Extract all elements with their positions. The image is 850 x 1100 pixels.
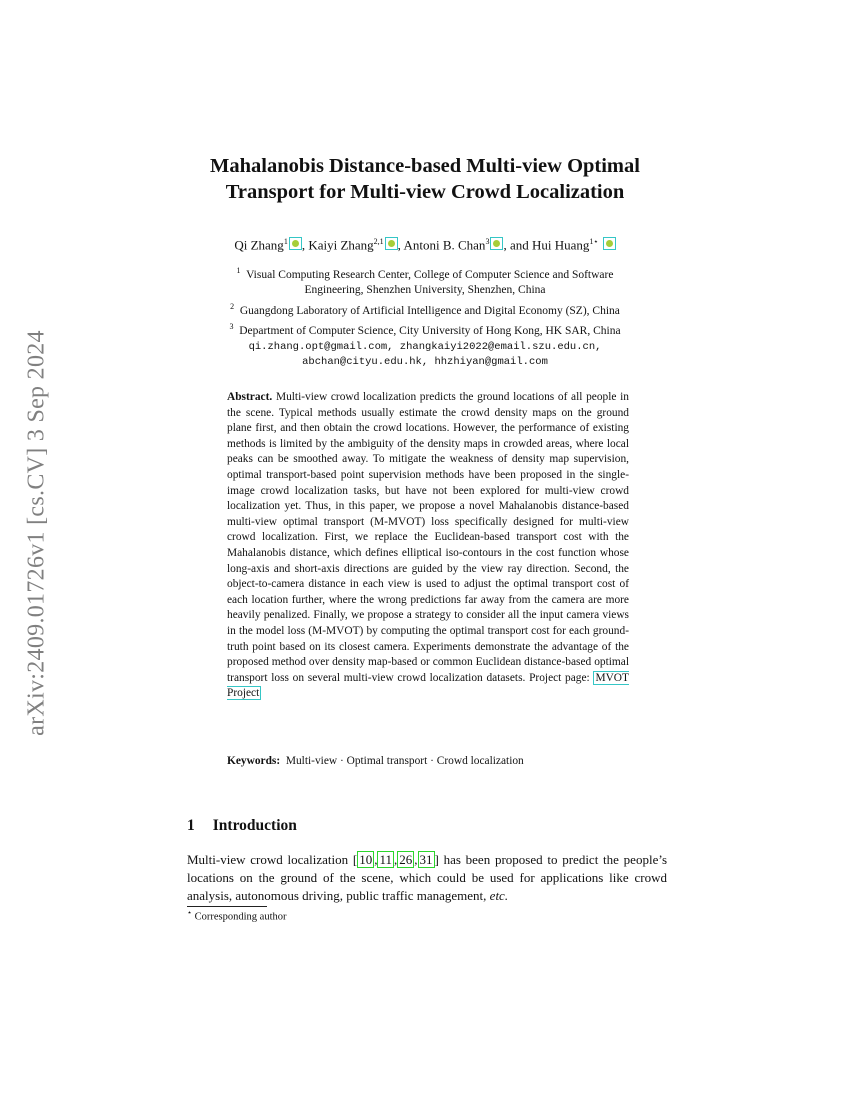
affiliation-text: Guangdong Laboratory of Artificial Intelligence and Digital Economy (SZ), China	[239, 304, 620, 317]
section-title: Introduction	[212, 817, 297, 834]
affiliation-text: Engineering, Shenzhen University, Shenzhen, China	[304, 284, 546, 297]
keywords-label: Keywords:	[227, 755, 281, 767]
keywords	[227, 754, 629, 770]
orcid-icon[interactable]	[603, 237, 616, 250]
orcid-icon[interactable]	[289, 237, 302, 250]
affiliation-sup: 2	[230, 302, 235, 312]
title-line-2: Transport for Multi-view Crowd Localization	[225, 181, 625, 203]
affiliations	[180, 263, 670, 371]
intro-text: Multi-view crowd localization	[187, 852, 353, 867]
abstract-label: Abstract.	[227, 391, 273, 403]
email-line: qi.zhang.opt@gmail.com, zhangkaiyi2022@email.szu.edu.cn,	[248, 340, 602, 353]
citation-link[interactable]: 31	[419, 852, 433, 867]
abstract-text: Multi-view crowd localization predicts the ground locations of all people in the scene. Typical methods usually estimate the crowd density maps on the ground plane first, and then obtain the crowd locations. However, the performance of existing methods is limited by the ambiguity of the density maps in crowded areas, where local peaks can be smoothed away. To mitigate the weakness of density map supervision, optimal transport-based point supervision methods have been proposed in the single-image crowd localization tasks, but have not been explored for multi-view crowd localization yet. Thus, in this paper, we propose a novel Mahalanobis distance-based multi-view optimal transport (M-MVOT) loss specifically designed for multi-view crowd localization. First, we replace the Euclidean-based transport cost with the Mahalanobis distance, which defines elliptical iso-contours in the cost function whose long-axis and short-axis directions are guided by the view ray direction. Second, the object-to-camera distance in each view is used to adjust the optimal transport cost of each location further, where the wrong predictions far away from the camera are more heavily penalized. Finally, we propose a strategy to consider all the input camera views in the model loss (M-MVOT) by computing the optimal transport cost for each ground-truth point based on its closest camera. Experiments demonstrate the advantage of the proposed method over density map-based or common Euclidean distance-based optimal transport loss on several multi-view crowd localization datasets. Project page:	[227, 391, 629, 684]
author-name: Kaiyi Zhang	[308, 237, 374, 253]
citation-link[interactable]: 26	[399, 852, 413, 867]
affiliation-sup: 1	[236, 266, 241, 275]
arxiv-stamp-text: arXiv:2409.01726v1 [cs.CV] 3 Sep 2024	[23, 330, 50, 736]
citation-link[interactable]: 10	[359, 852, 373, 867]
affiliation-text: Visual Computing Research Center, College of Computer Science and Software	[246, 268, 614, 281]
keywords-text: Multi-view · Optimal transport · Crowd localization	[285, 755, 524, 767]
footnote-mark: ⋆	[187, 908, 193, 917]
author-name: Qi Zhang	[234, 237, 284, 253]
author-list: Qi Zhang$^1$ , Kaiyi Zhang$^{2,1}$ , Antoni B. Chan$^3$ , and Hui Huang$^{1⋆}$	[150, 233, 700, 254]
citation-link[interactable]: 11	[379, 852, 392, 867]
affiliation-line	[180, 319, 670, 339]
affiliation-line	[180, 299, 670, 319]
section-heading	[187, 817, 297, 835]
affiliation-text: Department of Computer Science, City University of Hong Kong, HK SAR, China	[239, 325, 621, 338]
orcid-icon[interactable]	[490, 237, 503, 250]
section-number: 1	[187, 817, 195, 834]
affiliation-line	[180, 263, 670, 283]
author-sup: 2,1	[373, 237, 384, 246]
paper-title	[140, 153, 710, 205]
author-name: Antoni B. Chan	[403, 237, 486, 253]
author-sup: 1	[283, 237, 288, 246]
abstract	[227, 390, 629, 702]
footnote-text: Corresponding author	[194, 911, 287, 923]
intro-etc: etc.	[489, 887, 509, 903]
intro-paragraph: Multi-view crowd localization [ 10 , 11 , 26 , 31 ] has been proposed to predict the people’s locations on the ground of the scene, which could be used for applications like crowd analysis, autonomous driving, public traffic management, etc.	[187, 852, 668, 903]
intro-text: has been proposed to predict the people’s locations on the ground of the scene, which could be used for applications like crowd analysis, autonomous driving, public traffic management,	[187, 852, 668, 903]
author-name: Hui Huang	[531, 237, 590, 253]
affiliation-sup: 3	[229, 322, 234, 332]
affiliation-line	[180, 283, 670, 299]
orcid-icon[interactable]	[385, 237, 398, 250]
author-sup: 3	[485, 237, 490, 246]
footnote	[187, 908, 287, 923]
footnote-rule	[187, 906, 267, 907]
project-page-link[interactable]: MVOT Project	[227, 671, 629, 700]
title-line-1: Mahalanobis Distance-based Multi-view Optimal	[210, 155, 640, 177]
email-line: abchan@cityu.edu.hk, hhzhiyan@gmail.com	[302, 356, 548, 369]
author-sup: 1⋆	[589, 237, 599, 246]
author-and: , and	[503, 237, 532, 253]
